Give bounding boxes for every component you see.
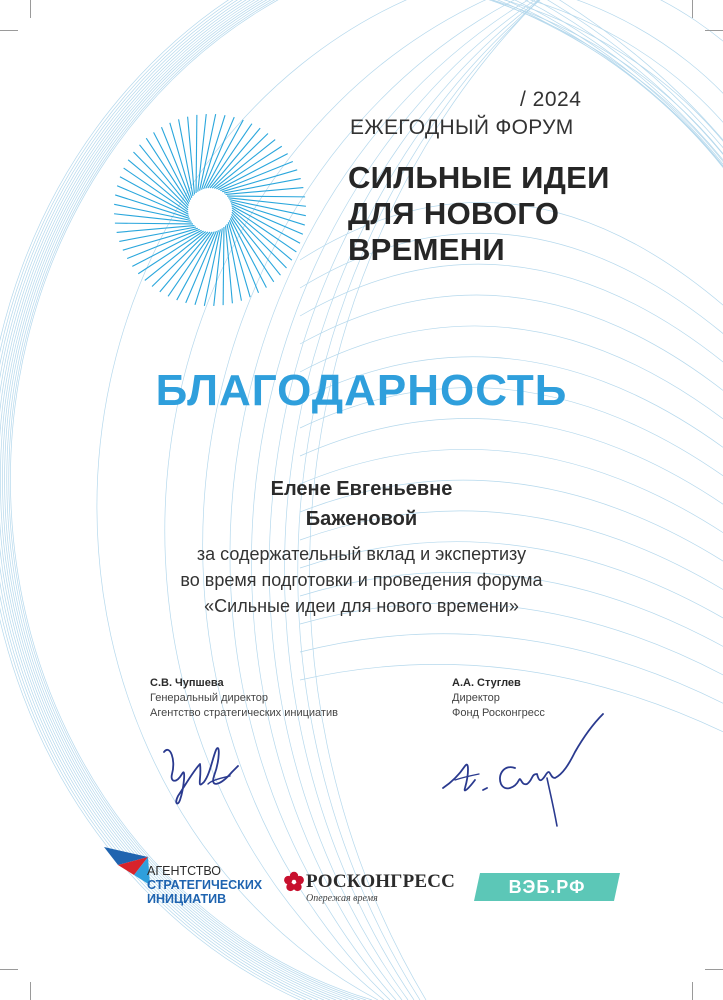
veb-logo-text: ВЭБ.РФ bbox=[508, 877, 586, 897]
background-line bbox=[358, 0, 723, 538]
crop-mark bbox=[30, 0, 31, 18]
signatory-position: Директор bbox=[452, 692, 500, 704]
signature-left-icon bbox=[150, 730, 250, 810]
gratitude-reason bbox=[0, 541, 723, 619]
crop-mark bbox=[705, 969, 723, 970]
signatory-position: Генеральный директор bbox=[150, 692, 268, 704]
event-type: ЕЖЕГОДНЫЙ ФОРУМ bbox=[350, 116, 574, 139]
sunburst-ray bbox=[232, 206, 300, 244]
crop-mark bbox=[30, 982, 31, 1000]
crop-mark bbox=[705, 30, 723, 31]
crop-mark bbox=[0, 30, 18, 31]
signatory-name: А.А. Стуглев bbox=[452, 677, 521, 689]
reason-line: «Сильные идеи для нового времени» bbox=[204, 596, 519, 616]
crop-mark bbox=[0, 969, 18, 970]
forum-title-line: СИЛЬНЫЕ ИДЕИ bbox=[348, 160, 610, 195]
recipient-name-line: Баженовой bbox=[305, 508, 418, 530]
sunburst-ray bbox=[120, 177, 188, 215]
crop-mark bbox=[692, 982, 693, 1000]
forum-title bbox=[348, 160, 648, 268]
sunburst-ray bbox=[223, 227, 224, 305]
roscongress-tagline: Опережая время bbox=[306, 893, 378, 904]
forum-title-line: ДЛЯ НОВОГО bbox=[348, 196, 560, 231]
sunburst-ray bbox=[127, 229, 199, 258]
sunburst-ray bbox=[161, 127, 190, 199]
roscongress-logo-name: РОСКОНГРЕСС bbox=[306, 871, 456, 892]
crop-mark bbox=[692, 0, 693, 18]
asi-logo-line: ИНИЦИАТИВ bbox=[147, 892, 227, 906]
asi-logo-line: СТРАТЕГИЧЕСКИХ bbox=[147, 878, 263, 892]
forum-year: / 2024 bbox=[520, 88, 582, 111]
sunburst-ray bbox=[177, 232, 215, 300]
signatory-left bbox=[150, 676, 338, 721]
certificate-title: БЛАГОДАРНОСТЬ bbox=[155, 366, 568, 415]
reason-line: во время подготовки и проведения форума bbox=[180, 570, 543, 590]
signatory-organization: Фонд Росконгресс bbox=[452, 707, 545, 719]
forum-title-line: ВРЕМЕНИ bbox=[348, 232, 506, 267]
sunburst-ray bbox=[206, 120, 244, 188]
recipient-name-line: Елене Евгеньевне bbox=[270, 478, 453, 500]
reason-line: за содержательный вклад и экспертизу bbox=[196, 544, 527, 564]
sunburst-ray bbox=[229, 220, 258, 292]
signatory-organization: Агентство стратегических инициатив bbox=[150, 707, 338, 719]
sunburst-ray bbox=[227, 196, 305, 197]
sunburst-ray bbox=[220, 161, 292, 190]
recipient-name bbox=[0, 474, 723, 534]
signature-right-icon bbox=[435, 708, 615, 833]
asi-logo-text bbox=[147, 864, 262, 906]
signatory-name: С.В. Чупшева bbox=[150, 677, 224, 689]
asi-logo-line: АГЕНТСТВО bbox=[147, 864, 221, 878]
sunburst-ray bbox=[196, 115, 197, 193]
sunburst-ray bbox=[115, 223, 193, 224]
forum-sunburst-logo-icon bbox=[110, 110, 310, 310]
